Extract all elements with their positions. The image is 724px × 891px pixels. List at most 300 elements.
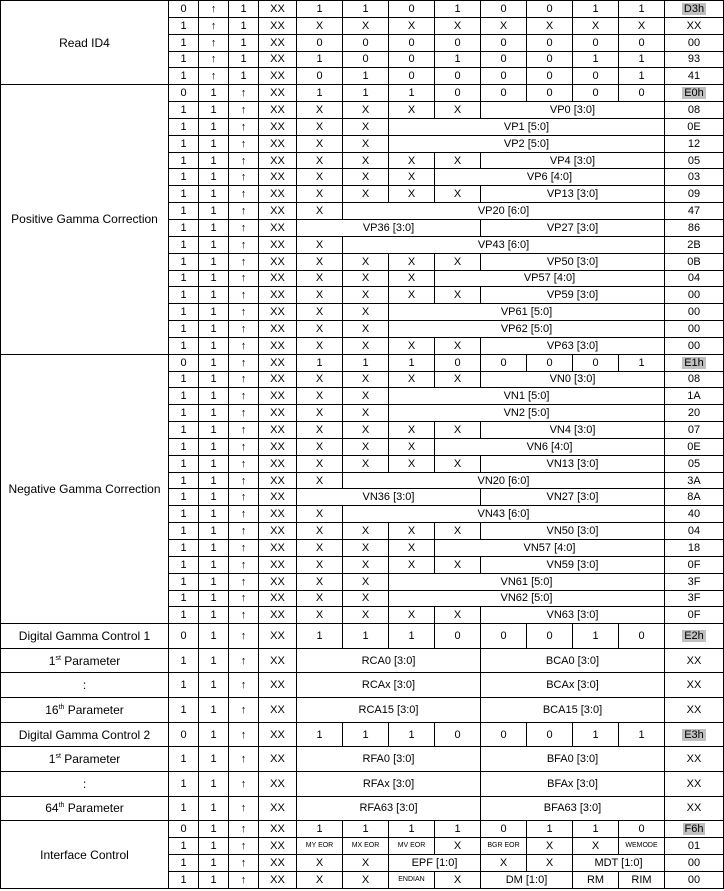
hex-cell: 2B [665, 236, 724, 253]
bit-cell: 0 [481, 1, 527, 18]
field-cell: BCAx [3:0] [481, 673, 665, 698]
hex-cell: 08 [665, 371, 724, 388]
hex-cell: 47 [665, 203, 724, 220]
rdx-cell: ↑ [199, 68, 229, 85]
bit-cell: 0 [527, 51, 573, 68]
bit-cell: X [297, 573, 343, 590]
dcx-cell: 1 [169, 607, 199, 624]
wrx-cell: ↑ [229, 722, 259, 747]
bit-cell: X [343, 371, 389, 388]
bit-cell: X [435, 152, 481, 169]
dcx-cell: 1 [169, 506, 199, 523]
bit-cell: 1 [343, 354, 389, 371]
bit-cell: 1 [343, 821, 389, 838]
bit-cell: X [343, 573, 389, 590]
hex-cell: 86 [665, 219, 724, 236]
field-cell: VN62 [5:0] [389, 590, 665, 607]
rdx-cell: 1 [199, 590, 229, 607]
wrx-cell: ↑ [229, 698, 259, 723]
wrx-cell: ↑ [229, 388, 259, 405]
bit-cell: X [389, 186, 435, 203]
bit-cell: X [435, 371, 481, 388]
ordinal-superscript: th [58, 802, 65, 810]
bit-cell: 1 [343, 68, 389, 85]
bit-cell: X [297, 287, 343, 304]
d17-8-cell: XX [259, 540, 297, 557]
section-label: Negative Gamma Correction [1, 354, 169, 624]
bit-cell: X [297, 102, 343, 119]
wrx-cell: ↑ [229, 838, 259, 855]
hex-cell: 00 [665, 854, 724, 871]
field-cell: VN50 [3:0] [481, 523, 665, 540]
bit-cell: 1 [389, 722, 435, 747]
dcx-cell: 1 [169, 102, 199, 119]
hex-cell: XX [665, 698, 724, 723]
d17-8-cell: XX [259, 236, 297, 253]
d17-8-cell: XX [259, 135, 297, 152]
dcx-cell: 1 [169, 337, 199, 354]
bit-cell: X [435, 455, 481, 472]
bit-cell: X [481, 17, 527, 34]
field-cell: VN4 [3:0] [481, 422, 665, 439]
bit-cell: 0 [481, 68, 527, 85]
hex-cell: 3A [665, 472, 724, 489]
rdx-cell: 1 [199, 722, 229, 747]
field-cell: VN61 [5:0] [389, 573, 665, 590]
field-cell: VP57 [4:0] [435, 270, 665, 287]
bit-cell: X [297, 506, 343, 523]
dcx-cell: 1 [169, 304, 199, 321]
table-row [1, 747, 724, 772]
rdx-cell: 1 [199, 624, 229, 649]
d17-8-cell: XX [259, 489, 297, 506]
d17-8-cell: XX [259, 648, 297, 673]
wrx-cell: ↑ [229, 321, 259, 338]
bit-cell: X [297, 854, 343, 871]
bit-cell: X [343, 118, 389, 135]
rdx-cell: 1 [199, 388, 229, 405]
command-table-body [1, 1, 724, 889]
bit-cell: 0 [435, 624, 481, 649]
hex-cell: 93 [665, 51, 724, 68]
bit-cell: X [389, 169, 435, 186]
hex-cell: 01 [665, 838, 724, 855]
wrx-cell: ↑ [229, 540, 259, 557]
d17-8-cell: XX [259, 523, 297, 540]
bit-cell: X [297, 523, 343, 540]
field-cell: VP20 [6:0] [343, 203, 665, 220]
bit-cell: X [297, 118, 343, 135]
table-row [1, 673, 724, 698]
field-cell: VN27 [3:0] [481, 489, 665, 506]
bit-cell: X [435, 287, 481, 304]
d17-8-cell: XX [259, 118, 297, 135]
bit-cell: X [573, 838, 619, 855]
dcx-cell: 1 [169, 152, 199, 169]
rdx-cell: ↑ [199, 34, 229, 51]
dcx-cell: 1 [169, 236, 199, 253]
bit-cell: X [297, 236, 343, 253]
bit-cell: X [389, 102, 435, 119]
dcx-cell: 1 [169, 871, 199, 888]
rdx-cell: 1 [199, 135, 229, 152]
d17-8-cell: XX [259, 219, 297, 236]
dcx-cell: 0 [169, 821, 199, 838]
bit-cell: MX EOR [343, 838, 389, 855]
bit-cell: 1 [297, 85, 343, 102]
ordinal-superscript: st [55, 753, 61, 761]
rdx-cell: 1 [199, 556, 229, 573]
bit-cell: X [389, 540, 435, 557]
bit-cell: X [527, 17, 573, 34]
bit-cell: 0 [527, 354, 573, 371]
wrx-cell: ↑ [229, 472, 259, 489]
field-cell: RCA0 [3:0] [297, 648, 481, 673]
bit-cell: 0 [297, 68, 343, 85]
bit-cell: 0 [435, 85, 481, 102]
bit-cell: 1 [573, 624, 619, 649]
section-label: : [1, 771, 169, 796]
bit-cell: ENDIAN [389, 871, 435, 888]
hex-cell: XX [665, 673, 724, 698]
hex-cell [665, 722, 724, 747]
bit-cell: X [297, 422, 343, 439]
field-cell: BFA0 [3:0] [481, 747, 665, 772]
table-row [1, 722, 724, 747]
rdx-cell: 1 [199, 796, 229, 821]
table-row [1, 821, 724, 838]
dcx-cell: 1 [169, 489, 199, 506]
field-cell: BFAx [3:0] [481, 771, 665, 796]
d17-8-cell: XX [259, 871, 297, 888]
rdx-cell: 1 [199, 673, 229, 698]
bit-cell: X [343, 253, 389, 270]
bit-cell: 0 [527, 85, 573, 102]
dcx-cell: 1 [169, 455, 199, 472]
bit-cell: 1 [297, 821, 343, 838]
field-cell: VP13 [3:0] [481, 186, 665, 203]
d17-8-cell: XX [259, 203, 297, 220]
bit-cell: X [343, 337, 389, 354]
field-cell: VP4 [3:0] [481, 152, 665, 169]
field-cell: VN57 [4:0] [435, 540, 665, 557]
hex-highlight: E3h [684, 728, 704, 741]
bit-cell: X [573, 17, 619, 34]
dcx-cell: 1 [169, 34, 199, 51]
section-label: 64th Parameter [1, 796, 169, 821]
bit-cell: 0 [481, 34, 527, 51]
hex-cell: XX [665, 17, 724, 34]
bit-cell: 0 [389, 68, 435, 85]
field-cell: RCA15 [3:0] [297, 698, 481, 723]
hex-cell: 3F [665, 590, 724, 607]
bit-cell: MY EOR [297, 838, 343, 855]
bit-cell: 0 [481, 624, 527, 649]
hex-cell [665, 1, 724, 18]
dcx-cell: 1 [169, 523, 199, 540]
bit-cell: 0 [619, 85, 665, 102]
bit-cell: MV EOR [389, 838, 435, 855]
rdx-cell: 1 [199, 523, 229, 540]
bit-cell: X [527, 838, 573, 855]
dcx-cell: 1 [169, 747, 199, 772]
bit-cell: 1 [619, 68, 665, 85]
d17-8-cell: XX [259, 371, 297, 388]
dcx-cell: 0 [169, 624, 199, 649]
dcx-cell: 1 [169, 405, 199, 422]
bit-cell: 1 [389, 821, 435, 838]
dcx-cell: 1 [169, 135, 199, 152]
bit-cell: 1 [389, 354, 435, 371]
rdx-cell: 1 [199, 747, 229, 772]
bit-cell: 1 [573, 1, 619, 18]
wrx-cell: ↑ [229, 821, 259, 838]
bit-cell: X [435, 422, 481, 439]
bit-cell: X [343, 556, 389, 573]
bit-cell: X [297, 438, 343, 455]
wrx-cell: ↑ [229, 118, 259, 135]
wrx-cell: ↑ [229, 455, 259, 472]
rdx-cell: 1 [199, 304, 229, 321]
table-row [1, 624, 724, 649]
rdx-cell: ↑ [199, 1, 229, 18]
d17-8-cell: XX [259, 186, 297, 203]
d17-8-cell: XX [259, 287, 297, 304]
dcx-cell: 1 [169, 771, 199, 796]
rdx-cell: 1 [199, 85, 229, 102]
d17-8-cell: XX [259, 838, 297, 855]
bit-cell: BGR EOR [481, 838, 527, 855]
dcx-cell: 1 [169, 169, 199, 186]
d17-8-cell: XX [259, 321, 297, 338]
dcx-cell: 1 [169, 186, 199, 203]
bit-cell: 0 [481, 51, 527, 68]
bit-cell: X [297, 472, 343, 489]
bit-cell: X [435, 556, 481, 573]
bit-cell: 0 [619, 821, 665, 838]
bit-cell: X [389, 422, 435, 439]
field-cell: VP61 [5:0] [389, 304, 665, 321]
bit-cell: 0 [435, 722, 481, 747]
bit-cell: X [297, 17, 343, 34]
field-cell: VP6 [4:0] [435, 169, 665, 186]
bit-cell: X [435, 337, 481, 354]
bit-cell: X [389, 455, 435, 472]
bit-cell: 0 [619, 34, 665, 51]
bit-cell: 1 [297, 722, 343, 747]
field-cell: VP2 [5:0] [389, 135, 665, 152]
field-cell: BCA0 [3:0] [481, 648, 665, 673]
hex-cell: 20 [665, 405, 724, 422]
hex-cell: 0E [665, 118, 724, 135]
wrx-cell: ↑ [229, 253, 259, 270]
field-cell: BFA63 [3:0] [481, 796, 665, 821]
section-label: 1st Parameter [1, 648, 169, 673]
ordinal-superscript: st [55, 654, 61, 662]
hex-cell: 1A [665, 388, 724, 405]
bit-cell: X [389, 270, 435, 287]
hex-highlight: E1h [684, 356, 704, 369]
d17-8-cell: XX [259, 304, 297, 321]
bit-cell: X [389, 556, 435, 573]
wrx-cell: ↑ [229, 270, 259, 287]
dcx-cell: 1 [169, 51, 199, 68]
bit-cell: X [389, 371, 435, 388]
d17-8-cell: XX [259, 821, 297, 838]
bit-cell: X [297, 556, 343, 573]
wrx-cell: ↑ [229, 607, 259, 624]
bit-cell: X [297, 152, 343, 169]
hex-cell: 00 [665, 34, 724, 51]
hex-cell: 0B [665, 253, 724, 270]
bit-cell: X [343, 321, 389, 338]
wrx-cell: 1 [229, 51, 259, 68]
rdx-cell: 1 [199, 253, 229, 270]
rdx-cell: 1 [199, 422, 229, 439]
d17-8-cell: XX [259, 17, 297, 34]
rdx-cell: 1 [199, 405, 229, 422]
wrx-cell: ↑ [229, 85, 259, 102]
dcx-cell: 1 [169, 253, 199, 270]
bit-cell: 0 [573, 34, 619, 51]
bit-cell: X [527, 854, 573, 871]
table-row [1, 771, 724, 796]
wrx-cell: ↑ [229, 371, 259, 388]
wrx-cell: ↑ [229, 304, 259, 321]
wrx-cell: ↑ [229, 354, 259, 371]
dcx-cell: 1 [169, 388, 199, 405]
dcx-cell: 1 [169, 838, 199, 855]
wrx-cell: ↑ [229, 854, 259, 871]
bit-cell: X [343, 438, 389, 455]
bit-cell: X [389, 17, 435, 34]
dcx-cell: 1 [169, 287, 199, 304]
bit-cell: X [343, 540, 389, 557]
bit-cell: 1 [389, 85, 435, 102]
rdx-cell: 1 [199, 287, 229, 304]
hex-cell: 0F [665, 556, 724, 573]
rdx-cell: ↑ [199, 17, 229, 34]
hex-cell: 05 [665, 152, 724, 169]
rdx-cell: 1 [199, 540, 229, 557]
d17-8-cell: XX [259, 388, 297, 405]
d17-8-cell: XX [259, 422, 297, 439]
hex-cell: 09 [665, 186, 724, 203]
section-label: Digital Gamma Control 2 [1, 722, 169, 747]
bit-cell: X [435, 186, 481, 203]
bit-cell: 0 [573, 354, 619, 371]
field-cell: RFA0 [3:0] [297, 747, 481, 772]
rdx-cell: 1 [199, 489, 229, 506]
rdx-cell: 1 [199, 455, 229, 472]
dcx-cell: 1 [169, 371, 199, 388]
bit-cell: X [343, 871, 389, 888]
field-cell: VN6 [4:0] [435, 438, 665, 455]
bit-cell: X [343, 102, 389, 119]
hex-highlight: D3h [683, 2, 705, 15]
bit-cell: X [297, 455, 343, 472]
bit-cell: X [343, 17, 389, 34]
bit-cell: X [297, 337, 343, 354]
rdx-cell: 1 [199, 506, 229, 523]
dcx-cell: 1 [169, 796, 199, 821]
field-cell: VP27 [3:0] [481, 219, 665, 236]
field-cell: VN43 [6:0] [343, 506, 665, 523]
hex-cell [665, 85, 724, 102]
dcx-cell: 1 [169, 17, 199, 34]
hex-cell [665, 821, 724, 838]
rdx-cell: 1 [199, 607, 229, 624]
wrx-cell: ↑ [229, 506, 259, 523]
rdx-cell: 1 [199, 118, 229, 135]
section-label: : [1, 673, 169, 698]
dcx-cell: 1 [169, 540, 199, 557]
bit-cell: X [435, 17, 481, 34]
wrx-cell: ↑ [229, 556, 259, 573]
bit-cell: X [297, 169, 343, 186]
d17-8-cell: XX [259, 722, 297, 747]
bit-cell: X [297, 203, 343, 220]
bit-cell: 1 [435, 1, 481, 18]
bit-cell: X [481, 854, 527, 871]
dcx-cell: 0 [169, 354, 199, 371]
bit-cell: X [343, 388, 389, 405]
table-row [1, 85, 724, 102]
hex-cell: 03 [665, 169, 724, 186]
wrx-cell: ↑ [229, 186, 259, 203]
ordinal-superscript: th [58, 703, 65, 711]
bit-cell: 1 [619, 1, 665, 18]
rdx-cell: 1 [199, 219, 229, 236]
bit-cell: 0 [435, 68, 481, 85]
field-cell: BCA15 [3:0] [481, 698, 665, 723]
bit-cell: 1 [297, 354, 343, 371]
d17-8-cell: XX [259, 573, 297, 590]
hex-cell: XX [665, 796, 724, 821]
wrx-cell: ↑ [229, 771, 259, 796]
wrx-cell: ↑ [229, 102, 259, 119]
bit-cell: 0 [527, 722, 573, 747]
wrx-cell: ↑ [229, 169, 259, 186]
d17-8-cell: XX [259, 34, 297, 51]
bit-cell: X [343, 169, 389, 186]
field-cell: RFA63 [3:0] [297, 796, 481, 821]
rdx-cell: 1 [199, 152, 229, 169]
bit-cell: X [297, 135, 343, 152]
field-cell: VP63 [3:0] [481, 337, 665, 354]
bit-cell: 0 [389, 51, 435, 68]
section-label: 1st Parameter [1, 747, 169, 772]
bit-cell: X [297, 253, 343, 270]
dcx-cell: 1 [169, 590, 199, 607]
dcx-cell: 1 [169, 68, 199, 85]
dcx-cell: 0 [169, 722, 199, 747]
hex-cell: 00 [665, 337, 724, 354]
bit-cell: X [297, 590, 343, 607]
d17-8-cell: XX [259, 607, 297, 624]
hex-highlight: E2h [684, 630, 704, 643]
bit-cell: 0 [435, 34, 481, 51]
bit-cell: 0 [619, 624, 665, 649]
field-cell: VN20 [6:0] [343, 472, 665, 489]
rdx-cell: 1 [199, 821, 229, 838]
bit-cell: X [343, 304, 389, 321]
rdx-cell: 1 [199, 169, 229, 186]
bit-cell: X [343, 270, 389, 287]
rdx-cell: 1 [199, 771, 229, 796]
bit-cell: 1 [619, 354, 665, 371]
bit-cell: 0 [527, 1, 573, 18]
